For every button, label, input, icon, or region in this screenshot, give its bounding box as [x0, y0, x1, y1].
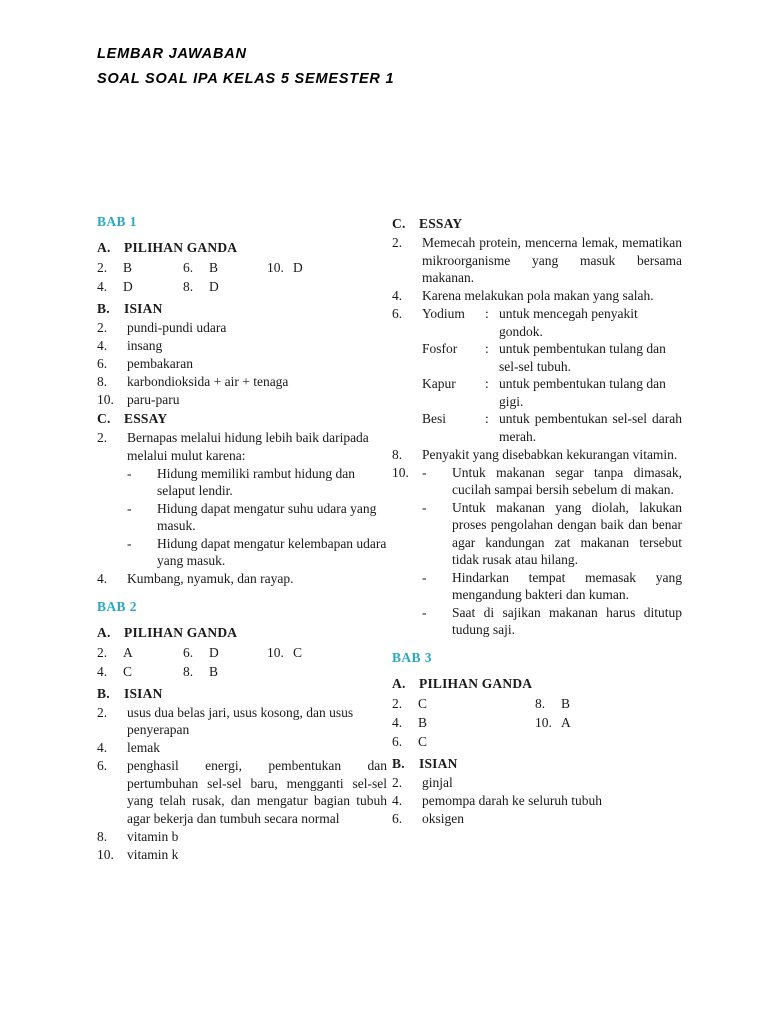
answer-value: B	[561, 696, 571, 711]
item-text: oksigen	[422, 811, 464, 826]
answer-cell	[97, 643, 133, 662]
list-item	[392, 287, 682, 305]
item-text: penghasil energi, pembentukan dan pertumbuhan sel-sel baru, mengganti sel-sel yang telah rusak, dan mengatur bagian tubuh agar bekerja dan tumbuh secara normal	[127, 758, 387, 826]
bab1-isian-list	[97, 319, 387, 409]
section-letter: A.	[97, 624, 111, 640]
item-text: Memecah protein, mencerna lemak, mematikan mikroorganisme yang masuk bersama makanan.	[422, 235, 682, 285]
list-item	[392, 234, 682, 287]
item-text: Hindarkan tempat memasak yang mengandung bakteri dan kuman.	[452, 569, 682, 602]
answer-value: A	[561, 715, 571, 730]
answer-value: A	[123, 644, 133, 660]
section-title: ESSAY	[419, 216, 463, 231]
list-item	[97, 355, 387, 373]
list-item	[97, 846, 387, 864]
chapter-bab-1	[97, 214, 387, 587]
item-text: pemompa darah ke seluruh tubuh	[422, 793, 602, 808]
chapter-bab-3	[392, 650, 682, 828]
item-number: 6.	[392, 811, 403, 826]
definition-text: untuk pembentukan tulang dan sel-sel tubuh.	[499, 341, 666, 374]
list-item	[97, 337, 387, 355]
answer-grid-row	[392, 713, 682, 732]
header-line-1: LEMBAR JAWABAN	[97, 46, 247, 62]
item-number: 8.	[392, 446, 403, 462]
dash-marker: -	[422, 569, 427, 585]
item-text: pembakaran	[127, 356, 193, 371]
item-number: 10.	[97, 846, 114, 862]
bab1-section-pilihan-ganda-heading	[97, 238, 387, 257]
section-letter: C.	[392, 216, 406, 231]
list-item	[127, 535, 387, 570]
item-text: Untuk makanan yang diolah, lakukan proses pengolahan dengan baik dan benar agar kandungan zat makanan tersebut tidak rusak atau hilang.	[452, 499, 682, 567]
definition-label: Fosfor	[422, 341, 458, 356]
answer-cell	[183, 643, 219, 662]
colon-separator: :	[485, 376, 489, 391]
bab2-essay-item10-bullets	[422, 464, 682, 639]
list-item	[422, 464, 682, 499]
list-item	[127, 500, 387, 535]
bab1-section-essay-heading	[97, 409, 387, 428]
list-item	[422, 604, 682, 639]
colon-separator: :	[485, 341, 489, 356]
answer-cell	[267, 258, 303, 277]
bab1-answer-grid	[97, 258, 387, 296]
bab2-section-pilihan-ganda-heading	[97, 623, 387, 642]
list-item	[97, 757, 387, 827]
definition-row	[422, 375, 682, 410]
bab2-section-isian-heading	[97, 684, 387, 703]
list-item	[422, 569, 682, 604]
answer-number: 6.	[183, 260, 194, 275]
definition-label: Besi	[422, 411, 447, 426]
answer-cell	[392, 732, 427, 751]
dash-marker: -	[422, 499, 427, 515]
list-item	[392, 446, 682, 464]
list-item	[127, 465, 387, 500]
section-title: ISIAN	[124, 685, 163, 701]
answer-number: 8.	[183, 279, 194, 294]
answer-cell	[535, 713, 571, 732]
item-text: vitamin b	[127, 828, 179, 844]
answer-number: 8.	[535, 696, 546, 711]
section-title: ISIAN	[124, 301, 163, 316]
list-item	[97, 828, 387, 846]
answer-number: 8.	[183, 663, 194, 679]
dash-marker: -	[127, 465, 132, 481]
section-letter: C.	[97, 411, 111, 426]
answer-value: C	[418, 696, 428, 711]
colon-separator: :	[485, 306, 489, 321]
bab-3-heading: BAB 3	[392, 650, 432, 665]
definition-label: Yodium	[422, 306, 465, 321]
item-number: 10.	[392, 464, 409, 480]
item-text: paru-paru	[127, 392, 180, 407]
answer-cell	[267, 643, 302, 662]
list-item	[97, 429, 387, 464]
item-text: Saat di sajikan makanan harus ditutup tudung saji.	[452, 604, 682, 637]
answer-value: B	[123, 260, 133, 275]
item-number: 6.	[392, 306, 403, 321]
document-header	[97, 42, 657, 92]
section-letter: A.	[97, 240, 111, 255]
item-text: Hidung memiliki rambut hidung dan selaput lendir.	[157, 465, 355, 498]
answer-cell	[183, 258, 218, 277]
section-letter: B.	[392, 756, 405, 771]
header-line-2: SOAL SOAL IPA KELAS 5 SEMESTER 1	[97, 71, 395, 87]
definition-text: untuk pembentukan tulang dan gigi.	[499, 376, 666, 409]
list-item	[97, 739, 387, 757]
colon-separator: :	[485, 411, 489, 426]
section-letter: A.	[392, 676, 406, 691]
item-text: Bernapas melalui hidung lebih baik daripada melalui mulut karena:	[127, 430, 369, 463]
answer-number: 10.	[267, 644, 284, 660]
list-item	[97, 570, 387, 588]
dash-marker: -	[127, 535, 132, 551]
definition-row	[422, 340, 682, 375]
section-spacer	[392, 639, 682, 650]
answer-value: D	[293, 260, 303, 275]
section-title: PILIHAN GANDA	[419, 676, 533, 691]
item-text: Hidung dapat mengatur kelembapan udara yang masuk.	[157, 535, 387, 568]
dash-marker: -	[422, 464, 427, 480]
answer-grid-row	[392, 694, 682, 713]
bab3-answer-grid	[392, 694, 682, 751]
answer-number: 4.	[97, 279, 108, 294]
answer-number: 10.	[267, 260, 284, 275]
section-title: PILIHAN GANDA	[124, 240, 238, 255]
answer-grid-row	[97, 277, 387, 296]
answer-value: D	[209, 644, 219, 660]
answer-grid-row	[97, 662, 387, 681]
item-text: lemak	[127, 740, 160, 755]
answer-number: 4.	[97, 663, 108, 679]
list-item	[422, 499, 682, 569]
item-text: Karena melakukan pola makan yang salah.	[422, 288, 654, 303]
answer-value: B	[209, 663, 219, 679]
answer-value: B	[418, 715, 428, 730]
answer-cell	[183, 277, 219, 296]
bab2-isian-list	[97, 704, 387, 864]
bab3-isian-list	[392, 774, 682, 828]
item-text: Untuk makanan segar tanpa dimasak, cucilah sampai bersih sebelum di makan.	[452, 464, 682, 497]
definition-text: untuk mencegah penyakit gondok.	[499, 306, 638, 339]
answer-cell	[97, 662, 132, 681]
item-text: insang	[127, 338, 163, 353]
answer-number: 4.	[392, 715, 403, 730]
answer-number: 2.	[97, 260, 108, 275]
list-item	[97, 704, 387, 739]
answer-cell	[97, 258, 132, 277]
item-number: 10.	[97, 392, 114, 407]
mineral-definition-list	[422, 305, 682, 445]
answer-cell	[97, 277, 133, 296]
definition-text: untuk pembentukan sel-sel darah merah.	[499, 411, 682, 444]
list-item	[392, 774, 682, 792]
list-item	[392, 464, 682, 639]
list-item	[392, 810, 682, 828]
definition-row	[422, 410, 682, 445]
dash-marker: -	[422, 604, 427, 620]
answer-value: B	[209, 260, 219, 275]
answer-number: 10.	[535, 715, 552, 730]
item-number: 6.	[97, 356, 108, 371]
item-number: 2.	[392, 775, 403, 790]
item-number: 6.	[97, 758, 108, 773]
item-number: 4.	[97, 740, 108, 755]
answer-cell	[392, 713, 427, 732]
section-spacer	[97, 588, 387, 599]
answer-value: D	[123, 279, 133, 294]
item-text: karbondioksida + air + tenaga	[127, 374, 289, 389]
list-item	[97, 319, 387, 337]
answer-number: 2.	[392, 696, 403, 711]
definition-label: Kapur	[422, 376, 456, 391]
answer-value: D	[209, 279, 219, 294]
item-text: vitamin k	[127, 846, 179, 862]
answer-grid-row	[392, 732, 682, 751]
right-column	[392, 214, 682, 828]
section-title: ESSAY	[124, 411, 168, 426]
item-number: 4.	[97, 570, 108, 586]
item-number: 8.	[97, 828, 108, 844]
item-number: 2.	[392, 235, 403, 250]
chapter-bab-2	[97, 599, 387, 864]
answer-grid-row	[97, 643, 387, 662]
answer-number: 6.	[392, 734, 403, 749]
bab2-answer-grid	[97, 643, 387, 681]
bab1-essay-item2-bullets	[127, 465, 387, 570]
item-number: 2.	[97, 704, 108, 720]
item-text: Hidung dapat mengatur suhu udara yang masuk.	[157, 500, 377, 533]
item-text: usus dua belas jari, usus kosong, dan usus penyerapan	[127, 704, 354, 737]
left-column	[97, 214, 387, 864]
item-number: 2.	[97, 320, 108, 335]
bab2-essay-section	[392, 214, 682, 639]
item-number: 4.	[392, 793, 403, 808]
section-title: ISIAN	[419, 756, 458, 771]
item-number: 4.	[392, 288, 403, 303]
section-title: PILIHAN GANDA	[124, 624, 238, 640]
bab2-section-essay-heading	[392, 214, 682, 233]
section-letter: B.	[97, 685, 110, 701]
list-item	[97, 373, 387, 391]
answer-value: C	[293, 644, 303, 660]
bab-2-heading: BAB 2	[97, 598, 137, 614]
item-number: 2.	[97, 430, 108, 445]
sub-list	[422, 464, 682, 639]
answer-value: C	[418, 734, 428, 749]
def-list	[422, 305, 682, 445]
bab1-section-isian-heading	[97, 299, 387, 318]
answer-cell	[392, 694, 427, 713]
answer-number: 2.	[97, 644, 108, 660]
bab3-section-pilihan-ganda-heading	[392, 674, 682, 693]
section-letter: B.	[97, 301, 110, 316]
list-item	[97, 391, 387, 409]
answer-cell	[535, 694, 570, 713]
answer-number: 6.	[183, 644, 194, 660]
list-item	[392, 792, 682, 810]
bab3-section-isian-heading	[392, 754, 682, 773]
answer-cell	[183, 662, 218, 681]
dash-marker: -	[127, 500, 132, 516]
list-item	[392, 305, 682, 445]
item-text: Penyakit yang disebabkan kekurangan vitamin.	[422, 446, 678, 462]
item-number: 4.	[97, 338, 108, 353]
item-text: ginjal	[422, 775, 453, 790]
item-text: Kumbang, nyamuk, dan rayap.	[127, 570, 294, 586]
item-number: 8.	[97, 374, 108, 389]
bab-1-heading: BAB 1	[97, 214, 137, 229]
answer-grid-row	[97, 258, 387, 277]
definition-row	[422, 305, 682, 340]
item-text: pundi-pundi udara	[127, 320, 227, 335]
answer-value: C	[123, 663, 133, 679]
